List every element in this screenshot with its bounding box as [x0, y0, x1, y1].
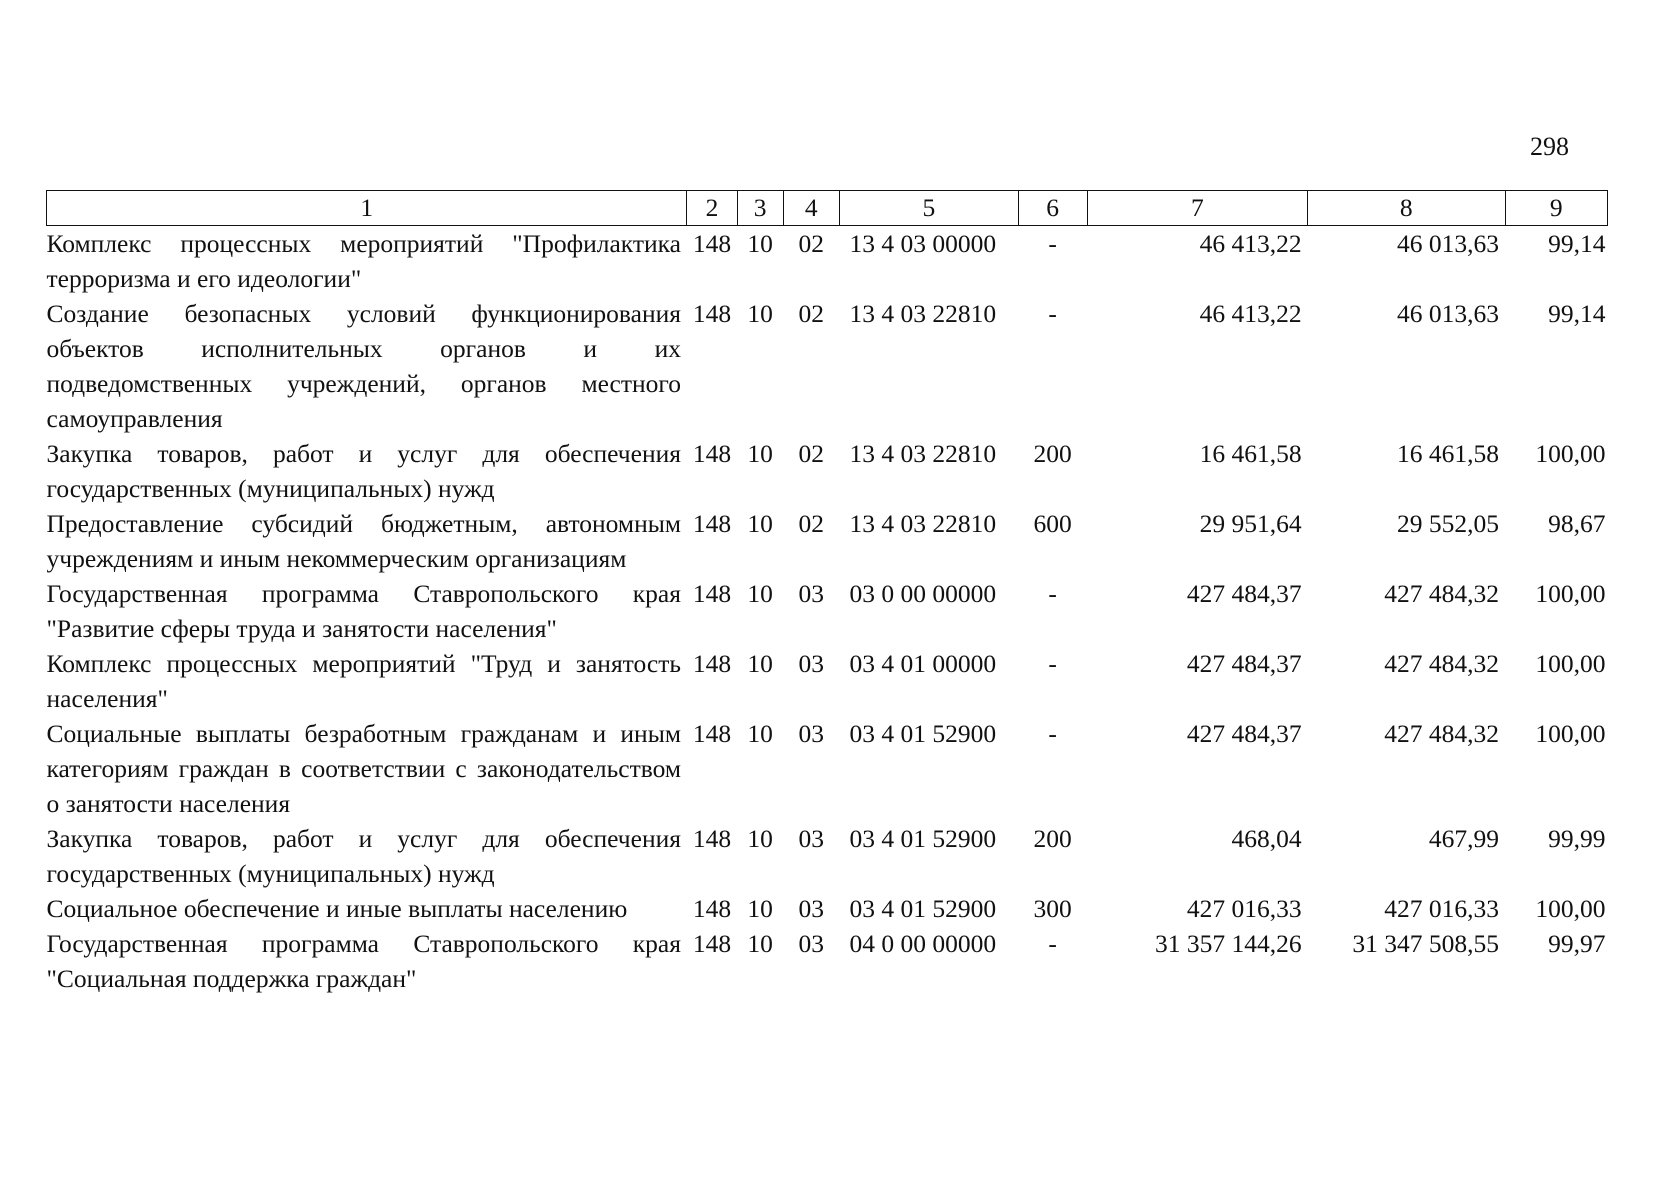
table-row: [47, 891, 1608, 926]
row-percent-9: 100,00: [1535, 439, 1606, 468]
row-code-4: 03: [798, 649, 825, 678]
table-row: [47, 926, 1608, 996]
row-amount-7: 46 413,22: [1199, 299, 1302, 328]
row-amount-7: 427 484,37: [1186, 579, 1302, 608]
row-amount-7: 427 484,37: [1186, 719, 1302, 748]
column-header: 3: [737, 191, 783, 226]
row-code-6: 200: [1033, 439, 1072, 468]
row-percent-9: 100,00: [1535, 719, 1606, 748]
row-code-5: 13 4 03 00000: [849, 229, 997, 258]
table-row: [47, 716, 1608, 821]
row-code-5: 04 0 00 00000: [849, 929, 997, 958]
row-code-3: 10: [747, 439, 773, 468]
row-code-6: -: [1048, 299, 1057, 328]
row-code-5: 03 4 01 52900: [849, 824, 997, 853]
column-header: 9: [1505, 191, 1607, 226]
row-code-3: 10: [747, 719, 773, 748]
row-name: Социальные выплаты безработным гражданам и иным категориям граждан в соответствии с законодательством о занятости населения: [46, 719, 681, 818]
row-amount-8: 427 484,32: [1384, 579, 1500, 608]
column-header: 8: [1308, 191, 1505, 226]
row-percent-9: 99,97: [1548, 929, 1606, 958]
row-code-5: 13 4 03 22810: [849, 439, 997, 468]
row-code-6: 200: [1033, 824, 1072, 853]
row-amount-8: 467,99: [1428, 824, 1500, 853]
row-name: Комплекс процессных мероприятий "Профилактика терроризма и его идеологии": [46, 229, 681, 293]
table-body: [47, 226, 1608, 997]
row-percent-9: 100,00: [1535, 649, 1606, 678]
row-amount-7: 16 461,58: [1199, 439, 1302, 468]
table-row: [47, 506, 1608, 576]
row-code-6: -: [1048, 649, 1057, 678]
row-code-5: 13 4 03 22810: [849, 299, 997, 328]
row-code-2: 148: [692, 649, 732, 678]
column-header: 5: [840, 191, 1019, 226]
row-name: Комплекс процессных мероприятий "Труд и занятость населения": [46, 649, 681, 713]
row-amount-8: 427 484,32: [1384, 719, 1500, 748]
row-percent-9: 99,14: [1548, 229, 1606, 258]
column-header: 1: [47, 191, 687, 226]
table-row: [47, 576, 1608, 646]
table-row: [47, 226, 1608, 297]
row-percent-9: 100,00: [1535, 579, 1606, 608]
row-code-2: 148: [692, 229, 732, 258]
row-code-6: -: [1048, 929, 1057, 958]
row-code-4: 02: [798, 509, 825, 538]
row-name: Закупка товаров, работ и услуг для обеспечения государственных (муниципальных) нужд: [46, 439, 681, 503]
row-amount-8: 16 461,58: [1397, 439, 1500, 468]
row-percent-9: 99,99: [1548, 824, 1606, 853]
row-percent-9: 98,67: [1548, 509, 1606, 538]
row-code-3: 10: [747, 824, 773, 853]
row-code-4: 02: [798, 439, 825, 468]
row-code-2: 148: [692, 929, 732, 958]
row-code-3: 10: [747, 579, 773, 608]
column-header: 7: [1087, 191, 1307, 226]
row-code-2: 148: [692, 509, 732, 538]
budget-table: [46, 190, 1608, 996]
row-code-4: 02: [798, 229, 825, 258]
column-header: 6: [1018, 191, 1087, 226]
row-code-6: -: [1048, 229, 1057, 258]
row-code-2: 148: [692, 719, 732, 748]
row-amount-7: 31 357 144,26: [1154, 929, 1302, 958]
table-header-row: [47, 191, 1608, 226]
row-amount-8: 29 552,05: [1397, 509, 1500, 538]
row-code-2: 148: [692, 299, 732, 328]
row-code-4: 03: [798, 929, 825, 958]
row-amount-7: 29 951,64: [1199, 509, 1302, 538]
row-name: Создание безопасных условий функционирования объектов исполнительных органов и их подведомственных учреждений, органов местного самоуправления: [46, 299, 681, 433]
row-amount-8: 427 484,32: [1384, 649, 1500, 678]
row-code-4: 03: [798, 894, 825, 923]
row-name: Закупка товаров, работ и услуг для обеспечения государственных (муниципальных) нужд: [46, 824, 681, 888]
row-code-5: 03 0 00 00000: [849, 579, 997, 608]
row-name: Предоставление субсидий бюджетным, автономным учреждениям и иным некоммерческим организациям: [46, 509, 681, 573]
column-header: 4: [783, 191, 839, 226]
row-amount-7: 427 016,33: [1186, 894, 1302, 923]
row-code-3: 10: [747, 229, 773, 258]
row-percent-9: 99,14: [1548, 299, 1606, 328]
row-code-2: 148: [692, 894, 732, 923]
row-amount-8: 427 016,33: [1384, 894, 1500, 923]
table-row: [47, 436, 1608, 506]
table-row: [47, 821, 1608, 891]
row-code-3: 10: [747, 929, 773, 958]
row-code-6: -: [1048, 719, 1057, 748]
row-code-3: 10: [747, 894, 773, 923]
row-code-5: 03 4 01 00000: [849, 649, 997, 678]
row-amount-7: 468,04: [1231, 824, 1302, 853]
row-code-4: 03: [798, 579, 825, 608]
row-name: Социальное обеспечение и иные выплаты населению: [46, 894, 628, 923]
row-code-6: 300: [1033, 894, 1072, 923]
row-code-5: 03 4 01 52900: [849, 894, 997, 923]
row-code-3: 10: [747, 509, 773, 538]
row-code-2: 148: [692, 439, 732, 468]
row-code-6: 600: [1033, 509, 1072, 538]
row-code-2: 148: [692, 579, 732, 608]
row-code-6: -: [1048, 579, 1057, 608]
row-code-4: 03: [798, 824, 825, 853]
row-code-4: 02: [798, 299, 825, 328]
table-row: [47, 296, 1608, 436]
row-amount-8: 31 347 508,55: [1352, 929, 1500, 958]
row-code-3: 10: [747, 649, 773, 678]
row-percent-9: 100,00: [1535, 894, 1606, 923]
row-code-2: 148: [692, 824, 732, 853]
row-code-5: 13 4 03 22810: [849, 509, 997, 538]
row-amount-7: 427 484,37: [1186, 649, 1302, 678]
row-name: Государственная программа Ставропольского края "Социальная поддержка граждан": [46, 929, 681, 993]
page-number: 298: [1530, 132, 1569, 161]
column-header: 2: [687, 191, 737, 226]
row-name: Государственная программа Ставропольского края "Развитие сферы труда и занятости населения": [46, 579, 681, 643]
row-amount-8: 46 013,63: [1397, 229, 1500, 258]
row-amount-8: 46 013,63: [1397, 299, 1500, 328]
row-code-5: 03 4 01 52900: [849, 719, 997, 748]
row-code-3: 10: [747, 299, 773, 328]
row-code-4: 03: [798, 719, 825, 748]
table-row: [47, 646, 1608, 716]
row-amount-7: 46 413,22: [1199, 229, 1302, 258]
